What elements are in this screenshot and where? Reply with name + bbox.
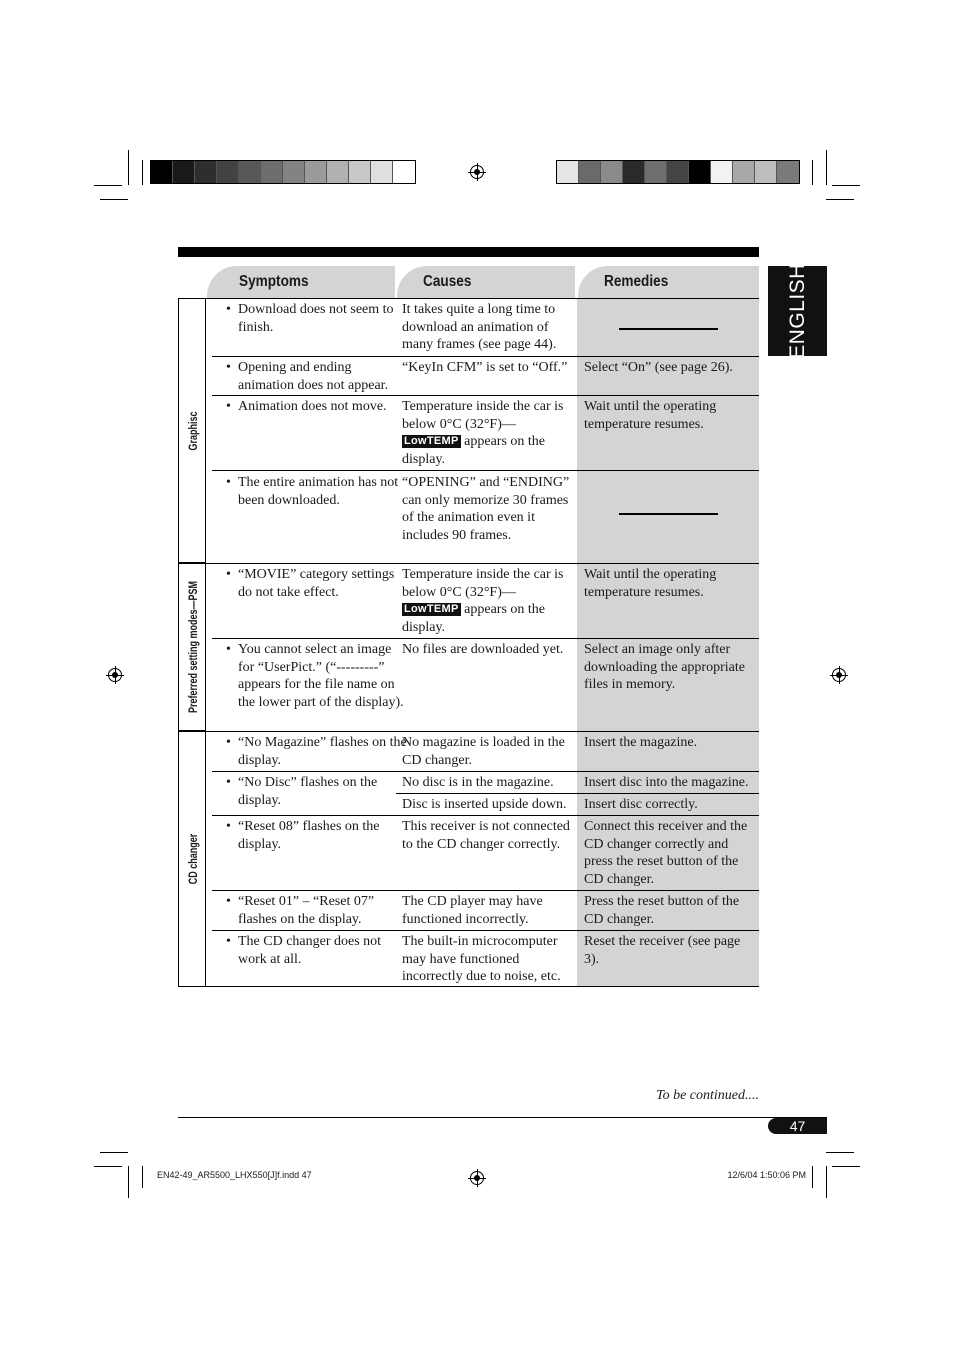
- color-swatch: [261, 161, 283, 183]
- cause-not-work: The built-in microcomputer may have functioned incorrectly due to noise, etc.: [402, 934, 561, 984]
- cause-animation: Temperature inside the car is below 0°C (32°F)— LowTEMP appears on the display.: [402, 399, 564, 467]
- table-top-bar: [178, 247, 759, 257]
- symptom-download: • Download does not seem to finish.: [220, 301, 408, 336]
- symptom-no-disc: • “No Disc” flashes on the display.: [220, 774, 410, 809]
- remedy-animation: Wait until the operating temperature resumes.: [584, 399, 717, 432]
- color-swatch: [755, 161, 777, 183]
- section-cd-changer: CD changer: [178, 731, 206, 987]
- no-remedy-dash: [619, 328, 718, 330]
- color-swatches-right: [556, 160, 800, 184]
- remedy-movie: Wait until the operating temperature resumes.: [584, 567, 717, 600]
- color-swatch: [711, 161, 733, 183]
- section-graphics: Graphisc: [178, 298, 206, 563]
- color-swatch: [733, 161, 755, 183]
- color-swatch: [195, 161, 217, 183]
- color-swatches-left: [150, 160, 416, 184]
- color-swatch: [371, 161, 393, 183]
- symptom-opening: • Opening and ending animation does not appear.: [220, 359, 410, 394]
- header-symptoms: Symptoms: [207, 266, 395, 298]
- remedy-userpict: Select an image only after downloading the appropriate files in memory.: [584, 642, 745, 692]
- page-number: 47: [768, 1118, 827, 1134]
- cause-userpict: No files are downloaded yet.: [402, 642, 564, 657]
- cause-no-disc: No disc is in the magazine.: [402, 775, 554, 790]
- header-causes: Causes: [397, 266, 575, 298]
- color-swatch: [689, 161, 711, 183]
- color-swatch: [393, 161, 415, 183]
- remedy-opening: Select “On” (see page 26).: [584, 360, 733, 375]
- remedy-reset01-07: Press the reset button of the CD changer.: [584, 894, 740, 927]
- symptom-userpict: • You cannot select an image for “UserPict.” (“---------” appears for the file name on the lower part of the display).: [220, 641, 410, 711]
- color-swatch: [283, 161, 305, 183]
- color-swatch: [217, 161, 239, 183]
- color-swatch: [623, 161, 645, 183]
- color-swatch: [557, 161, 579, 183]
- symptom-reset08: • “Reset 08” flashes on the display.: [220, 818, 410, 853]
- color-swatch: [777, 161, 799, 183]
- color-swatch: [305, 161, 327, 183]
- color-swatch: [239, 161, 261, 183]
- color-swatch: [667, 161, 689, 183]
- lowtemp-indicator: LowTEMP: [404, 435, 459, 447]
- symptom-entire: • The entire animation has not been downloaded.: [220, 474, 408, 509]
- color-swatch: [579, 161, 601, 183]
- registration-mark-right: [832, 668, 846, 682]
- symptom-reset01-07: • “Reset 01” – “Reset 07” flashes on the display.: [220, 893, 410, 928]
- language-tab: ENGLISH: [768, 266, 827, 356]
- remedy-reset08: Connect this receiver and the CD changer correctly and press the reset button of the CD changer.: [584, 819, 748, 887]
- remedy-no-disc: Insert disc into the magazine.: [584, 775, 749, 790]
- registration-mark-bottom: [470, 1171, 484, 1185]
- remedy-upside-down: Insert disc correctly.: [584, 797, 698, 812]
- remedy-no-magazine: Insert the magazine.: [584, 735, 698, 750]
- color-swatch: [601, 161, 623, 183]
- color-swatch: [151, 161, 173, 183]
- cause-reset01-07: The CD player may have functioned incorrectly.: [402, 894, 543, 927]
- registration-mark-top: [470, 165, 484, 179]
- cause-reset08: This receiver is not connected to the CD changer correctly.: [402, 819, 570, 852]
- lowtemp-indicator: LowTEMP: [404, 603, 459, 615]
- cause-entire: “OPENING” and “ENDING” can only memorize 30 frames of the animation even it includes 90 frames.: [402, 475, 570, 543]
- continued-note: To be continued....: [656, 1088, 759, 1103]
- color-swatch: [173, 161, 195, 183]
- footer-date: 12/6/04 1:50:06 PM: [727, 1170, 806, 1180]
- symptom-no-magazine: • “No Magazine” flashes on the display.: [220, 734, 410, 769]
- remedy-not-work: Reset the receiver (see page 3).: [584, 934, 741, 967]
- symptom-movie: • “MOVIE” category settings do not take effect.: [220, 566, 410, 601]
- cause-no-magazine: No magazine is loaded in the CD changer.: [402, 735, 565, 768]
- color-swatch: [327, 161, 349, 183]
- color-swatch: [645, 161, 667, 183]
- color-swatch: [349, 161, 371, 183]
- registration-mark-left: [108, 668, 122, 682]
- footer-file: EN42-49_AR5500_LHX550[J]f.indd 47: [157, 1170, 312, 1180]
- header-remedies: Remedies: [578, 266, 759, 298]
- symptom-not-work: • The CD changer does not work at all.: [220, 933, 410, 968]
- footer-rule: [178, 1117, 827, 1118]
- section-psm: Preferred setting modes—PSM: [178, 563, 206, 731]
- cause-movie: Temperature inside the car is below 0°C (32°F)— LowTEMP appears on the display.: [402, 567, 564, 635]
- no-remedy-dash: [619, 513, 718, 515]
- cause-upside-down: Disc is inserted upside down.: [402, 797, 567, 812]
- symptom-animation: • Animation does not move.: [220, 398, 408, 416]
- cause-download: It takes quite a long time to download an animation of many frames (see page 44).: [402, 302, 557, 352]
- cause-opening: “KeyIn CFM” is set to “Off.”: [402, 360, 568, 375]
